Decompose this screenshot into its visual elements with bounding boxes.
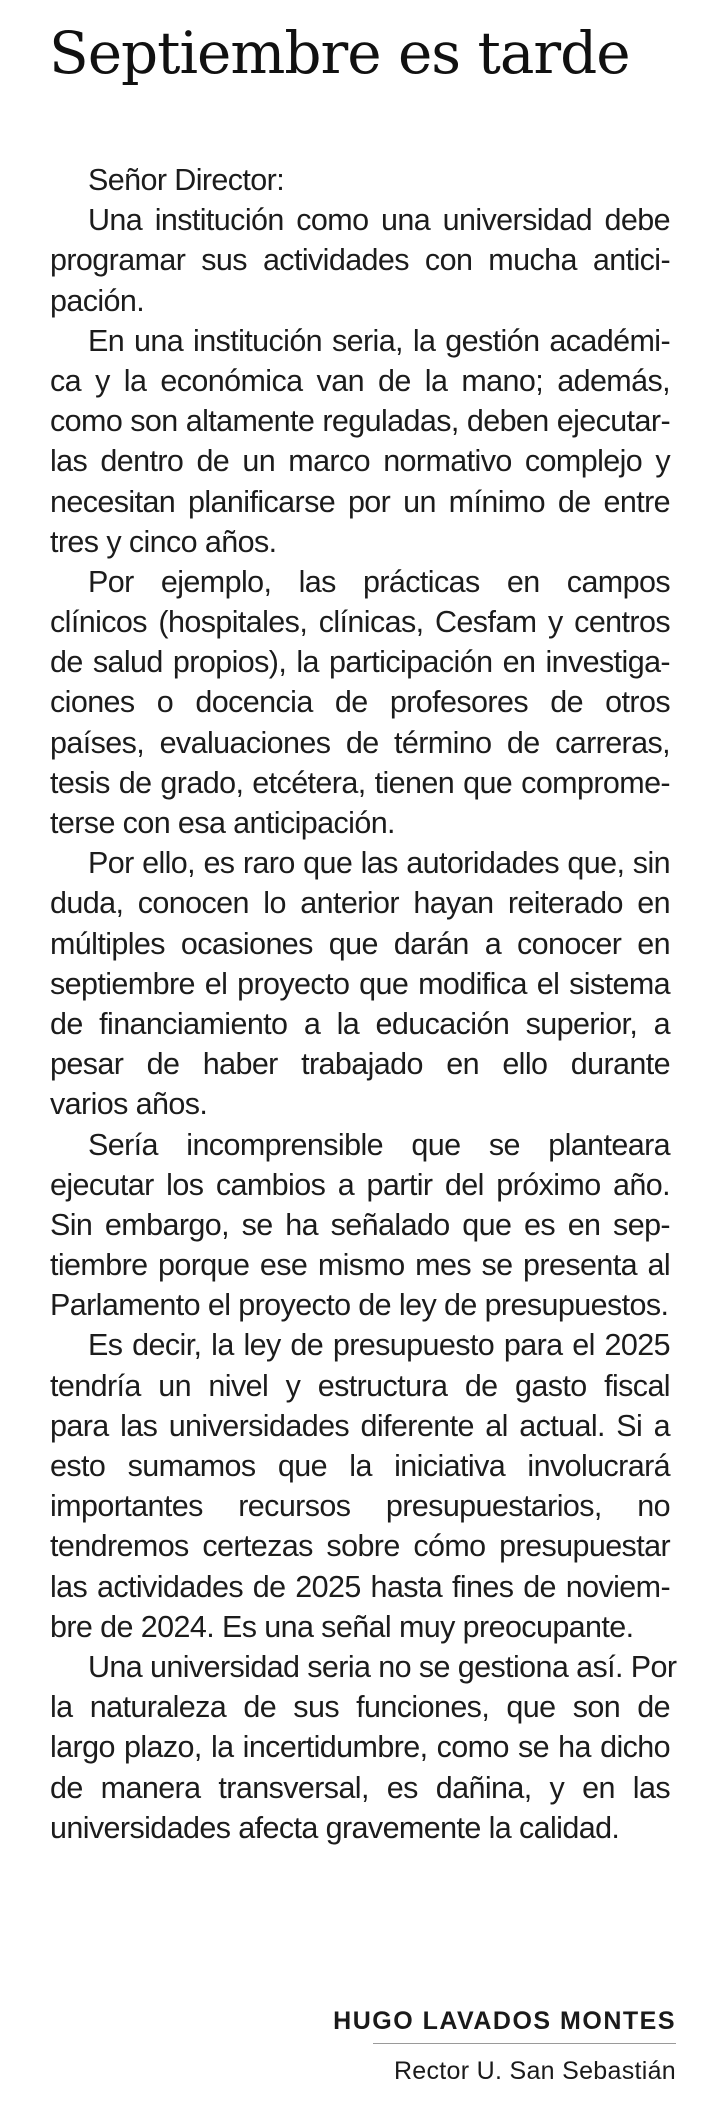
body-line: tesis de grado, etcétera, tienen que comprome-: [50, 765, 670, 800]
body-line: importantes recursos presupuestarios, no: [50, 1489, 670, 1524]
body-line: Sería incomprensible que se planteara: [88, 1127, 670, 1162]
letter-paragraphs: [50, 200, 677, 1848]
body-line: terse con esa anticipación.: [50, 806, 395, 840]
body-line: Parlamento el proyecto de ley de presupuestos.: [50, 1288, 669, 1323]
body-line: clínicos (hospitales, clínicas, Cesfam y centros: [50, 605, 670, 640]
letter-body: [50, 160, 677, 1848]
body-line: la naturaleza de sus funciones, que son de: [50, 1690, 670, 1725]
body-line: septiembre el proyecto que modifica el sistema: [50, 966, 670, 1001]
body-line: como son altamente reguladas, deben ejecutar-: [50, 404, 670, 439]
signature-divider: [373, 2043, 676, 2044]
author-role: Rector U. San Sebastián: [393, 2057, 676, 2085]
body-line: Por ello, es raro que las autoridades que, sin: [88, 846, 670, 881]
signature-block: [333, 2003, 676, 2088]
body-line: tendremos certezas sobre cómo presupuestar: [50, 1529, 670, 1564]
body-line: pesar de haber trabajado en ello durante: [50, 1047, 670, 1082]
body-line: pación.: [50, 283, 145, 318]
body-line: ejecutar los cambios a partir del próximo año.: [50, 1167, 670, 1202]
body-line: tres y cinco años.: [50, 524, 277, 559]
body-line: ciones o docencia de profesores de otros: [50, 685, 670, 720]
body-line: tendría un nivel y estructura de gasto fiscal: [50, 1368, 670, 1403]
body-line: Una universidad seria no se gestiona así. Por: [88, 1649, 677, 1684]
body-line: Sin embargo, se ha señalado que es en sep-: [50, 1207, 670, 1242]
body-line: Una institución como una universidad debe: [88, 203, 670, 238]
body-line: bre de 2024. Es una señal muy preocupante.: [50, 1609, 634, 1644]
author-name: HUGO LAVADOS MONTES: [333, 2007, 676, 2035]
body-line: programar sus actividades con mucha antici-: [50, 243, 670, 278]
body-line: duda, conocen lo anterior hayan reiterado en: [50, 886, 670, 921]
body-line: Es decir, la ley de presupuesto para el 2025: [88, 1328, 670, 1363]
body-line: múltiples ocasiones que darán a conocer en: [50, 926, 670, 961]
body-line: de financiamiento a la educación superior, a: [50, 1006, 670, 1041]
body-line: ca y la económica van de la mano; además,: [50, 363, 670, 398]
body-line: En una institución seria, la gestión académi-: [88, 323, 670, 358]
body-line: para las universidades diferente al actual. Si a: [50, 1408, 670, 1443]
body-line: tiembre porque ese mismo mes se presenta al: [50, 1248, 670, 1283]
headline: Septiembre es tarde: [49, 19, 630, 87]
body-line: varios años.: [50, 1087, 208, 1122]
body-line: largo plazo, la incertidumbre, como se ha dicho: [50, 1730, 670, 1765]
body-line: necesitan planificarse por un mínimo de entre: [50, 484, 670, 519]
body-line: Por ejemplo, las prácticas en campos: [88, 564, 670, 599]
body-line: universidades afecta gravemente la calidad.: [50, 1810, 620, 1845]
body-line: de manera transversal, es dañina, y en las: [50, 1770, 670, 1805]
body-line: las actividades de 2025 hasta fines de noviem-: [50, 1569, 670, 1604]
body-line: las dentro de un marco normativo complejo y: [50, 444, 670, 479]
salutation: Señor Director:: [88, 163, 285, 197]
body-line: de salud propios), la participación en investiga-: [50, 645, 670, 680]
body-line: países, evaluaciones de término de carreras,: [50, 725, 670, 760]
body-line: esto sumamos que la iniciativa involucrará: [50, 1449, 670, 1483]
